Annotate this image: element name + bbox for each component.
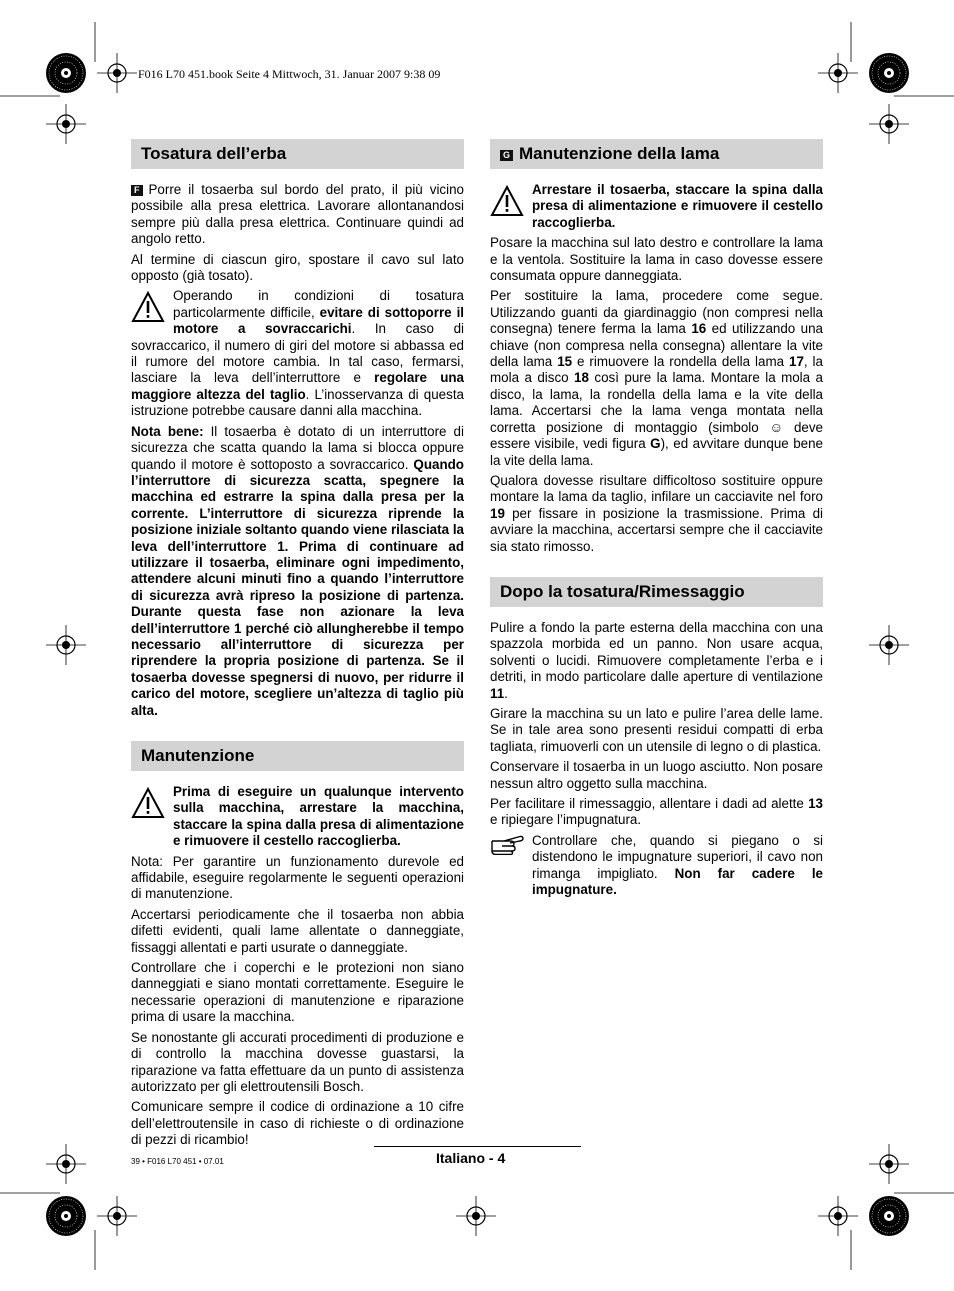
paragraph: Per sostituire la lama, procedere come segue. Utilizzando guanti da giardinaggio (non compresi nella consegna) tenere ferma la lama 16 ed utilizzando una chiave (non compresa nella consegna) allentare la vite della lama 15 e rimuovere la rondella della lama 17, la mola a disco 18 così pure la lama. Montare la mola a disco, la lama, la rondella della lama e la vite della lama. Accertarsi che la lama venga montata nella corretta posizione di montaggio (simbolo ☺ deve essere visibile, vedi figura G), ed avvitare dunque bene la vite della lama. (490, 288, 824, 468)
paragraph: Controllare che i coperchi e le protezioni non siano danneggiati e siano montati correttamente. Eseguire le necessarie operazioni di manutenzione e riparazione prima di usare la macchina. (131, 960, 464, 1025)
print-code: 39 • F016 L70 451 • 07.01 (131, 1157, 224, 1166)
section-title: Dopo la tosatura/Rimessaggio (500, 581, 745, 601)
note-paragraph: Nota bene: Il tosaerba è dotato di un interruttore di sicurezza che scatta quando la lama si blocca oppure quando il motore è sottoposto a sovraccarico. Quando l’interruttore di sicurezza scatta, spegnere la macchina ed estrarre la spina dalla presa per la corrente. L’interruttore di sicurezza riprende la posizione iniziale soltanto quando viene rilasciata la leva dell’interruttore 1. Prima di continuare ad utilizzare il tosaerba, eliminare ogni impedimento, attendere alcuni minuti fino a quando l’interruttore di sicurezza avrà ripreso la posizione di partenza. Durante questa fase non azionare la leva dell’interruttore 1 perché ciò allungherebbe il tempo necessario all’interruttore di sicurezza per riprendere la propria posizione di partenza. Se il tosaerba dovesse spegnersi di nuovo, per ridurre il carico del motore, scegliere un’altezza di taglio più alta. (131, 423, 464, 718)
section-title: Manutenzione (141, 746, 255, 765)
warning-block: Operando in condizioni di tosatura particolarmente difficile, evitare di sottoporre il motore a sovraccarichi. In caso di sovraccarico, il numero di giri del motore si abbassa ed il rumore del motore cambia. In tal caso, fermarsi, lasciare la leva dell’interruttore e regolare una maggiore altezza del taglio. L’inosservanza di questa istruzione potrebbe causare danni alla macchina. (131, 288, 465, 419)
section-heading-lama (490, 139, 823, 169)
paragraph: Nota: Per garantire un funzionamento durevole ed affidabile, eseguire regolarmente le seguenti operazioni di manutenzione. (131, 853, 464, 902)
paragraph: Pulire a fondo la parte esterna della macchina con una spazzola morbida ed un panno. Non usare acqua, solventi o lucidi. Rimuovere completamente l’erba e i detriti, in modo particolare dalle aperture di ventilazione 11. (490, 619, 823, 701)
note-block: Controllare che, quando si piegano o si distendono le impugnature superiori, il cavo non rimanga impigliato. Non far cadere le impugnature. (490, 833, 823, 899)
page-number: Italiano - 4 (436, 1150, 506, 1166)
left-column (131, 139, 464, 1153)
section-heading-tosatura (131, 139, 464, 169)
figure-tag-f: F (131, 185, 143, 196)
section-heading-manutenzione (131, 741, 464, 771)
paragraph: Girare la macchina su un lato e pulire l’area delle lame. Se in tale area sono presenti residui compatti di erba tagliata, rimuoverli con un utensile di legno o di plastica. (490, 705, 823, 754)
warning-triangle-icon (490, 184, 524, 218)
section-heading-rimessaggio (490, 577, 823, 607)
paragraph: Qualora dovesse risultare difficoltoso sostituire oppure montare la lama da taglio, infilare un cacciavite nel foro 19 per fissare in posizione la trasmissione. Prima di avviare la macchina, accertarsi sempre che il cacciavite sia stato rimosso. (490, 472, 823, 554)
paragraph: Al termine di ciascun giro, spostare il cavo sul lato opposto (già tosato). (131, 251, 464, 284)
footer-rule (374, 1146, 581, 1147)
section-title: Manutenzione della lama (519, 144, 720, 163)
paragraph: Per facilitare il rimessaggio, allentare i dadi ad alette 13 e ripiegare l’impugnatura. (490, 796, 823, 828)
paragraph: Accertarsi periodicamente che il tosaerba non abbia difetti evidenti, quali lame allentate o danneggiate, fissaggi allentati e parti usurate o danneggiate. (131, 906, 464, 955)
warning-triangle-icon (131, 786, 165, 820)
file-info: F016 L70 451.book Seite 4 Mittwoch, 31. Januar 2007 9:38 09 (138, 67, 441, 81)
paragraph: F Porre il tosaerba sul bordo del prato, il più vicino possibile alla presa elettrica. Lavorare allontanandosi sempre più dalla presa elettrica. Continuare quindi ad angolo retto. (131, 182, 464, 247)
paragraph: Posare la macchina sul lato destro e controllare la lama e la ventola. Sostituire la lama in caso dovesse essere consumata oppure danneggiata. (490, 235, 823, 284)
warning-block: Prima di eseguire un qualunque intervento sulla macchina, arrestare la macchina, staccare la spina dalla presa di alimentazione e rimuovere il cestello raccoglierba. (131, 784, 464, 850)
paragraph: Se nonostante gli accurati procedimenti di produzione e di controllo la macchina dovesse guastarsi, la riparazione va fatta effettuare da un punto di assistenza autorizzato per gli elettroutensili Bosch. (131, 1029, 464, 1094)
paragraph: Conservare il tosaerba in un luogo asciutto. Non posare nessun altro oggetto sulla macchina. (490, 759, 823, 791)
figure-tag-g: G (500, 150, 513, 161)
section-title: Tosatura dell’erba (141, 144, 287, 163)
warning-triangle-icon (131, 290, 165, 324)
warning-block: Arrestare il tosaerba, staccare la spina dalla presa di alimentazione e rimuovere il cestello raccoglierba. (490, 182, 823, 231)
smiley-symbol-icon: ☺ (769, 419, 784, 435)
pointing-hand-icon (490, 833, 524, 855)
paragraph: Comunicare sempre il codice di ordinazione a 10 cifre dell’elettroutensile in caso di richieste o di ordinazione di pezzi di ricambio! (131, 1099, 464, 1148)
right-column (490, 139, 823, 902)
